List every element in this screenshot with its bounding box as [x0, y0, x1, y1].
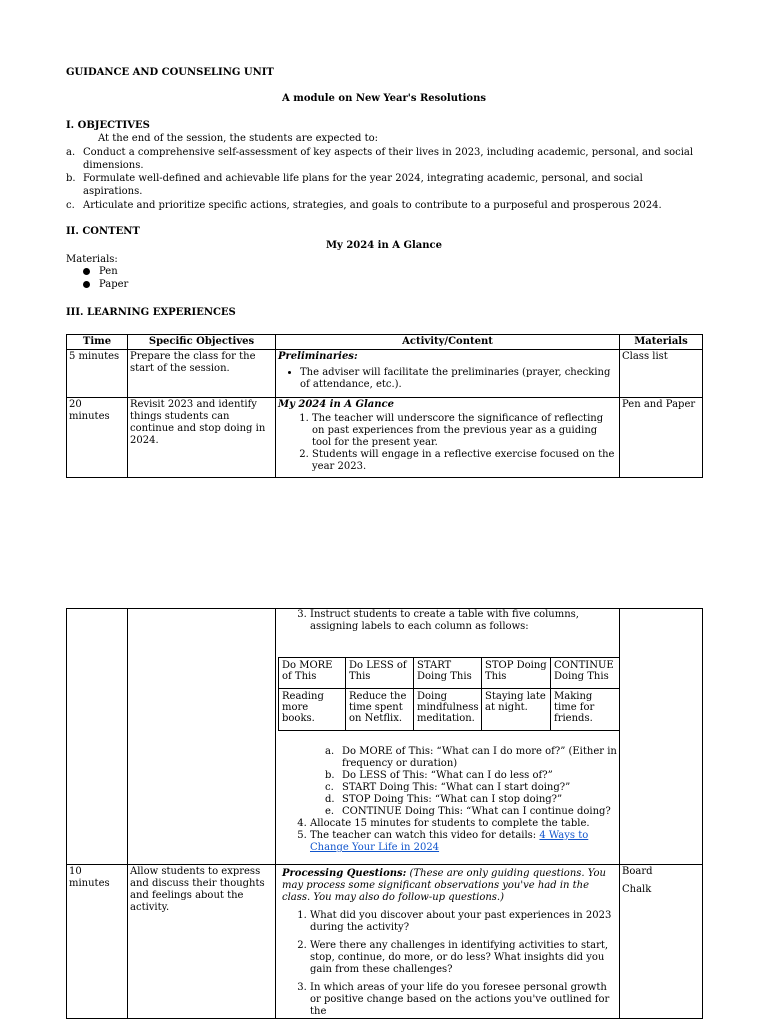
row-activity	[276, 609, 620, 865]
material-pen: Pen	[99, 266, 118, 277]
objective-c-text: Articulate and prioritize specific actions, strategies, and goals to contribute to a purposeful and prosperous 2024.	[83, 200, 662, 211]
table-header-row	[67, 335, 703, 350]
list-item: 1. What did you discover about your past experiences in 2023 during the activity?	[310, 910, 617, 934]
activity-steps	[278, 413, 617, 473]
list-text: CONTINUE Doing This: “What can I continue doing?	[342, 806, 611, 817]
objective-b-text: Formulate well-defined and achievable life plans for the year 2024, integrating academic, personal, and social	[83, 173, 643, 184]
list-item	[325, 746, 619, 770]
row-materials: Class list	[620, 350, 703, 398]
list-item: 1. The teacher will underscore the significance of reflecting on past experiences from the previous year as a guiding tool for the present year.	[312, 413, 617, 449]
activity-list	[278, 367, 617, 391]
row-objective: Revisit 2023 and identify things students can continue and stop doing in 2024.	[128, 398, 276, 478]
objective-a-marker: a.	[66, 147, 76, 158]
list-item: 4. Allocate 15 minutes for students to complete the table.	[310, 818, 619, 830]
list-item: 3. In which areas of your life do you foresee personal growth or positive change based on the actions you've outlined for the	[310, 982, 617, 1018]
list-item: 2. Students will engage in a reflective exercise focused on the year 2023.	[312, 449, 617, 473]
row-materials	[620, 865, 703, 1019]
resolution-example-row	[279, 689, 620, 731]
row-time: 10 minutes	[67, 865, 128, 1019]
material-item	[83, 265, 118, 278]
resolution-header: CONTINUE Doing This	[551, 658, 620, 689]
learning-heading: III. LEARNING EXPERIENCES	[66, 307, 236, 318]
objective-b-marker: b.	[66, 173, 76, 184]
processing-questions-note: (These are only guiding questions. You may process some significant observations you've had in the class. You may also do follow-up questions.)	[282, 868, 606, 903]
learning-table	[66, 334, 703, 478]
processing-questions-title: Processing Questions:	[282, 868, 407, 879]
resolution-header: STOP Doing This	[482, 658, 551, 689]
list-item	[310, 830, 619, 854]
activity-title: My 2024 in A Glance	[278, 399, 395, 410]
activity-title: Preliminaries:	[278, 351, 358, 362]
question-list	[282, 910, 617, 1018]
resolution-header-row	[279, 658, 620, 689]
row-activity	[276, 350, 620, 398]
step5-text: The teacher can watch this video for details:	[310, 830, 540, 841]
processing-questions-intro	[282, 868, 617, 904]
list-text: Do MORE of This: “What can I do more of?” (Either in frequency or duration)	[342, 746, 617, 769]
objectives-intro: At the end of the session, the students are expected to:	[98, 133, 378, 144]
content-title: My 2024 in A Glance	[325, 240, 442, 251]
table-row	[67, 398, 703, 478]
table-row	[67, 350, 703, 398]
row-objective: Prepare the class for the start of the session.	[128, 350, 276, 398]
row-materials: Pen and Paper	[620, 398, 703, 478]
col-header-time: Time	[67, 335, 128, 350]
resolution-header: Do MORE of This	[279, 658, 346, 689]
bullet-icon	[83, 268, 90, 275]
material-item	[83, 278, 128, 291]
list-marker: d.	[325, 794, 335, 805]
bullet-icon	[83, 281, 90, 288]
resolution-header: Do LESS of This	[346, 658, 414, 689]
list-item	[325, 806, 619, 818]
row-objective	[128, 609, 276, 865]
list-marker: a.	[325, 746, 335, 757]
list-text: START Doing This: “What can I start doing?”	[342, 782, 571, 793]
list-item	[325, 794, 619, 806]
col-header-materials: Materials	[620, 335, 703, 350]
unit-heading: GUIDANCE AND COUNSELING UNIT	[66, 67, 274, 78]
list-item: 2. Were there any challenges in identifying activities to start, stop, continue, do more, or do less? What insights did you gain from these challenges?	[310, 940, 617, 976]
list-item	[325, 770, 619, 782]
objective-a-text-cont: dimensions.	[83, 160, 144, 171]
material-chalk: Chalk	[622, 884, 652, 895]
list-marker: e.	[325, 806, 335, 817]
objective-c-marker: c.	[66, 200, 75, 211]
module-title: A module on New Year's Resolutions	[282, 93, 486, 104]
list-item: 3. Instruct students to create a table with five columns, assigning labels to each column as follows:	[310, 609, 619, 633]
row-objective: Allow students to express and discuss their thoughts and feelings about the activity.	[128, 865, 276, 1019]
activity-steps	[276, 818, 619, 854]
objectives-heading: I. OBJECTIVES	[66, 120, 150, 131]
video-link[interactable]: 4 Ways to Change Your Life in 2024	[310, 830, 589, 853]
resolution-table	[278, 657, 620, 731]
row-time: 5 minutes	[67, 350, 128, 398]
materials-label: Materials:	[66, 254, 118, 265]
objective-a-text: Conduct a comprehensive self-assessment of key aspects of their lives in 2023, including academic, personal, and social	[83, 147, 694, 158]
content-heading: II. CONTENT	[66, 226, 140, 237]
resolution-example: Making time for friends.	[551, 689, 620, 731]
resolution-example: Reduce the time spent on Netflix.	[346, 689, 414, 731]
list-marker: c.	[325, 782, 334, 793]
list-item: • The adviser will facilitate the preliminaries (prayer, checking of attendance, etc.).	[300, 367, 617, 391]
sub-list	[276, 746, 619, 818]
col-header-objectives: Specific Objectives	[128, 335, 276, 350]
resolution-example: Doing mindfulness meditation.	[414, 689, 482, 731]
row-activity	[276, 865, 620, 1019]
table-row	[67, 609, 703, 865]
row-activity	[276, 398, 620, 478]
row-materials	[620, 609, 703, 865]
list-text: Do LESS of This: “What can I do less of?”	[342, 770, 553, 781]
resolution-example: Staying late at night.	[482, 689, 551, 731]
table-row	[67, 865, 703, 1019]
material-paper: Paper	[99, 279, 129, 290]
row-time: 20 minutes	[67, 398, 128, 478]
activity-steps	[276, 609, 619, 633]
objective-b-text-cont: aspirations.	[83, 186, 143, 197]
list-text: STOP Doing This: “What can I stop doing?”	[342, 794, 563, 805]
resolution-example: Reading more books.	[279, 689, 346, 731]
row-time	[67, 609, 128, 865]
continuation-table	[66, 608, 703, 1019]
material-board: Board	[622, 866, 653, 877]
list-marker: b.	[325, 770, 335, 781]
list-item	[325, 782, 619, 794]
resolution-header: START Doing This	[414, 658, 482, 689]
col-header-activity: Activity/Content	[276, 335, 620, 350]
